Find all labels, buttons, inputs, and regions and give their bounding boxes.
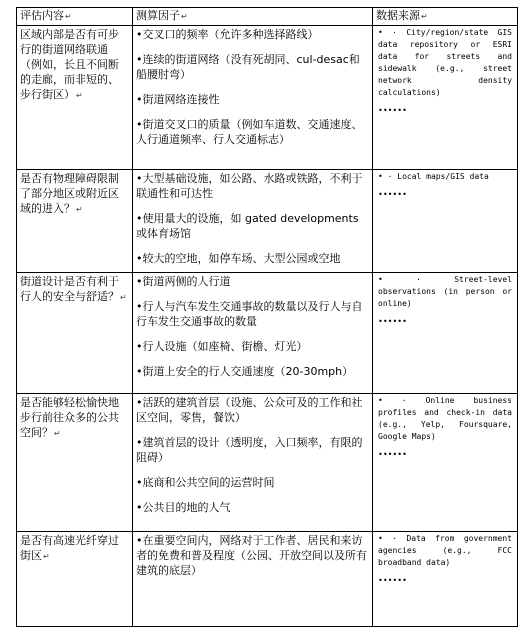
source-text: • · Online business profiles and check-in data (e.g., Yelp, Foursquare, Google Maps) [378,396,512,441]
factors-cell [133,394,373,532]
ellipsis-dots: •••••• [378,450,407,459]
criteria-cell: 是否有物理障碍限制了部分地区或附近区域的进入？↵ [17,170,133,273]
factor-item: •街道交叉口的质量（例如车道数、交通速度、人行通道频率、行人交通标志） [136,118,363,146]
ellipsis-dots: •••••• [378,106,407,115]
source-text: • · Street-level observations (in person or online) [378,275,512,308]
criteria-cell: 街道设计是否有利于行人的安全与舒适？↵ [17,273,133,394]
table-row [17,394,518,532]
factor-item: •公共目的地的人气 [136,501,231,514]
header-factors: 测算因子↵ [133,8,373,26]
ellipsis-dots: •••••• [378,576,407,585]
ellipsis-dots: •••••• [378,317,407,326]
factor-item: •在重要空间内，网络对于工作者、居民和来访者的免费和普及程度（公园、开放空间以及所有建筑的底层） [136,534,367,577]
table-row [17,26,518,170]
source-text: • · Local maps/GIS data [378,172,489,181]
criteria-cell: 区域内部是否有可步行的街道网络联通（例如，长且不间断的走廊，而非短的、步行街区）↵ [17,26,133,170]
source-cell [373,273,518,394]
factor-item: •行人设施（如座椅、街檐、灯光） [136,340,308,353]
criteria-cell: 是否能够轻松愉快地步行前往众多的公共空间？↵ [17,394,133,532]
source-cell [373,26,518,170]
table-row [17,532,518,627]
factors-cell [133,170,373,273]
factor-item: •交叉口的频率（允许多种选择路线） [136,28,319,41]
factors-cell [133,26,373,170]
table-row [17,170,518,273]
source-text: • · City/region/state GIS data repository or ESRI data for streets and sidewalk (e.g., street network density calculations) [378,28,512,97]
source-text: • · Data from government agencies (e.g., FCC broadband data) [378,534,512,567]
factor-item: •较大的空地，如停车场、大型公园或空地 [136,252,341,265]
factor-item: •街道两侧的人行道 [136,275,231,288]
source-cell [373,394,518,532]
criteria-cell: 是否有高速光纤穿过街区↵ [17,532,133,627]
source-cell [373,170,518,273]
factors-cell [133,532,373,627]
factor-item: •大型基础设施，如公路、水路或铁路，不利于联通性和可达性 [136,172,363,200]
factor-item: •底商和公共空间的运营时间 [136,476,275,489]
header-sources: 数据来源↵ [373,8,518,26]
factor-item: •连续的街道网络（没有死胡同、cul-desac和船腰肘弯） [136,53,360,81]
factor-item: •行人与汽车发生交通事故的数量以及行人与自行车发生交通事故的数量 [136,300,363,328]
factors-cell [133,273,373,394]
factor-item: •建筑首层的设计（透明度，入口频率，有限的阻碍） [136,436,363,464]
factor-item: •街道上安全的行人交通速度（20-30mph） [136,365,354,378]
factor-item: •使用量大的设施，如 gated developments 或体育场馆 [136,212,359,240]
header-row [17,8,518,26]
source-cell [373,532,518,627]
return-mark: ↵ [181,12,188,21]
ellipsis-dots: •••••• [378,190,407,199]
evaluation-table [16,7,518,627]
table-row [17,273,518,394]
header-criteria: 评估内容↵ [17,8,133,26]
factor-item: •街道网络连接性 [136,93,220,106]
factor-item: •活跃的建筑首层（设施、公众可及的工作和社区空间，零售，餐饮） [136,396,363,424]
return-mark: ↵ [421,12,428,21]
return-mark: ↵ [65,12,72,21]
